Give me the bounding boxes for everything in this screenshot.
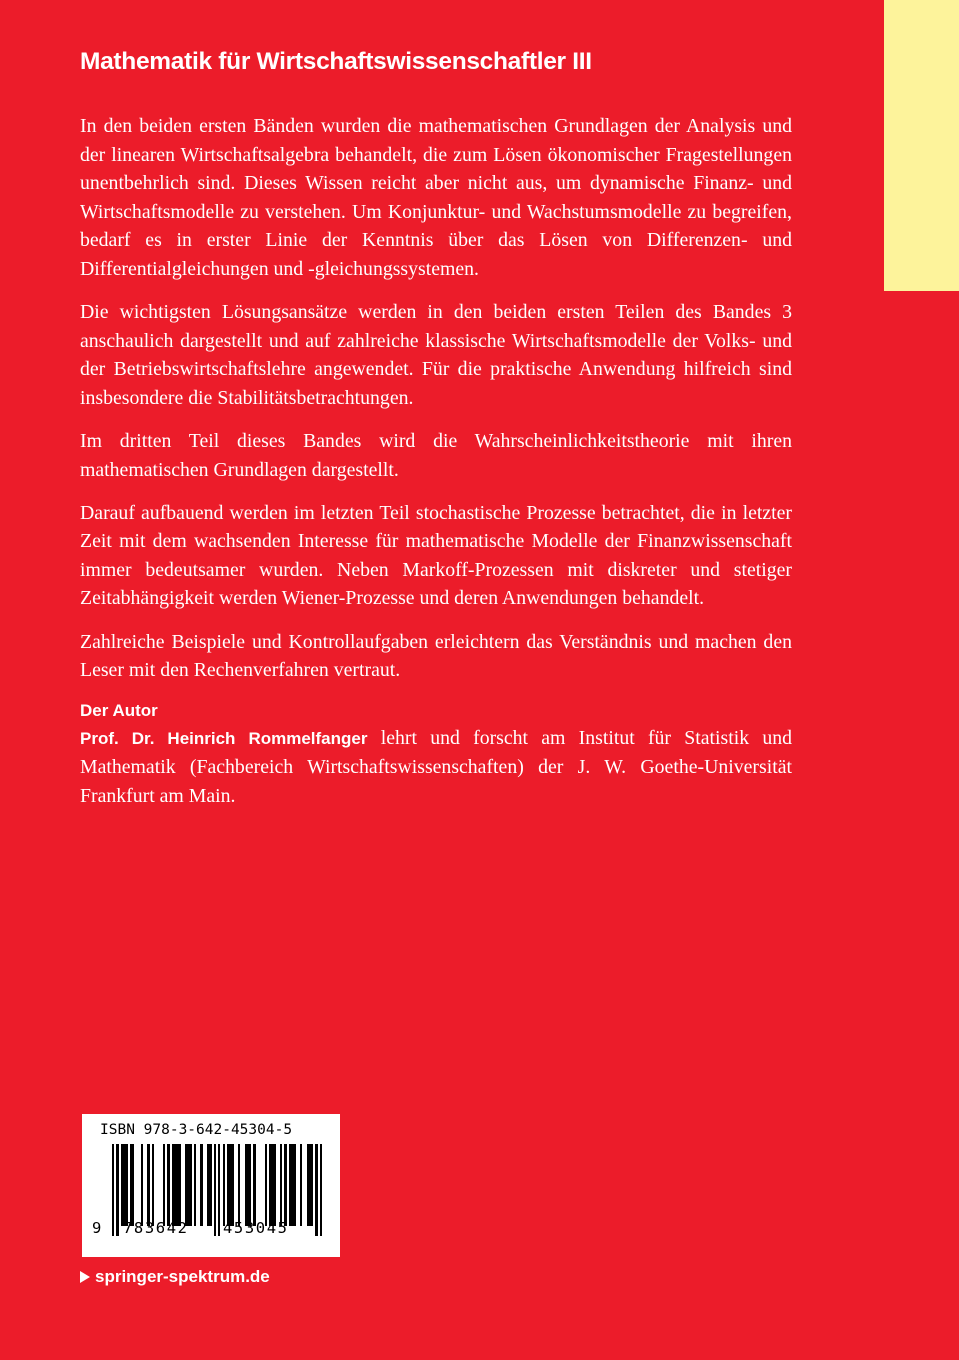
barcode-bar (132, 1144, 134, 1226)
barcode-bar (300, 1144, 302, 1226)
barcode-bar (231, 1144, 233, 1226)
barcode-bar (238, 1144, 240, 1226)
barcode-bar (152, 1144, 154, 1226)
barcode-bar (249, 1144, 251, 1226)
publisher-website[interactable] (80, 1265, 270, 1289)
ean-first-digit: 9 (92, 1219, 102, 1237)
barcode-bar (209, 1144, 211, 1226)
barcode-bar (293, 1144, 295, 1226)
barcode-bar (189, 1144, 191, 1226)
author-name: Prof. Dr. Heinrich Rommelfanger (80, 728, 368, 748)
ean-right-digits: 453045 (223, 1219, 289, 1237)
barcode-bar (253, 1144, 255, 1226)
barcode-bar (273, 1144, 275, 1226)
barcode-bar (141, 1144, 143, 1226)
barcode-bar (200, 1144, 202, 1226)
barcode-bar (265, 1144, 267, 1226)
barcode-bar (112, 1144, 114, 1236)
barcode-bar (284, 1144, 286, 1226)
ean-left-digits: 783642 (123, 1219, 189, 1237)
blurb-paragraph-1: In den beiden ersten Bänden wurden die mathematischen Grundlagen der Analysis und der linearen Wirtschaftsalgebra behandelt, die zum Lösen ökonomischer Fragestellungen unentbehrlich sind. Dieses Wissen reicht aber nicht aus, um dynamische Finanz- und Wirtschaftsmodelle zu verstehen. Um Konjunktur- und Wachstumsmodelle zu begreifen, bedarf es in erster Linie der Kenntnis über das Lösen von Differenzen- und Differentialgleichungen und -gleichungssystemen. (80, 115, 792, 280)
spine-color-tab (884, 0, 959, 291)
barcode-bar (315, 1144, 317, 1236)
barcode-bar (147, 1144, 149, 1226)
blurb-paragraph-2: Die wichtigsten Lösungsansätze werden in den beiden ersten Teilen des Bandes 3 anschaulich dargestellt und auf zahlreiche klassische Wirtschaftsmodelle der Volks- und der Betriebswirtschaftslehre angewendet. Für die praktische Anwendung hilfreich sind insbesondere die Stabilitätsbetrachtungen. (80, 301, 792, 409)
blurb-text (80, 112, 792, 810)
arrow-right-icon (80, 1271, 90, 1283)
barcode-bar (280, 1144, 282, 1226)
author-description: lehrt und forscht am Institut für Statistik und Mathematik (Fachbereich Wirtschaftswissenschaften) der J. W. Goethe-Universität Frankfurt am Main. (80, 726, 792, 807)
barcode-bar (218, 1144, 220, 1236)
barcode-bar (116, 1144, 118, 1236)
barcode-bar (311, 1144, 313, 1226)
blurb-paragraph-3: Im dritten Teil dieses Bandes wird die Wahrscheinlichkeitstheorie mit ihren mathematischen Grundlagen dargestellt. (80, 429, 792, 481)
barcode-bar (178, 1144, 180, 1226)
author-heading: Der Autor (80, 700, 158, 720)
blurb-paragraph-5: Zahlreiche Beispiele und Kontrollaufgaben erleichtern das Verständnis und machen den Leser mit den Rechenverfahren vertraut. (80, 630, 792, 682)
barcode-bar (320, 1144, 322, 1236)
barcode-bar (223, 1144, 225, 1226)
barcode-bar (163, 1144, 165, 1226)
author-bio (80, 724, 792, 811)
barcode-bar (194, 1144, 196, 1226)
barcode-bar (167, 1144, 169, 1226)
barcode-bar (214, 1144, 216, 1236)
barcode-bar (125, 1144, 127, 1226)
isbn-barcode (82, 1114, 340, 1257)
isbn-label: ISBN 978-3-642-45304-5 (100, 1122, 293, 1138)
book-title: Mathematik für Wirtschaftswissenschaftler III (80, 48, 592, 75)
website-url: springer-spektrum.de (95, 1267, 270, 1286)
blurb-paragraph-4: Darauf aufbauend werden im letzten Teil stochastische Prozesse betrachtet, die in letzter Zeit mit dem wachsenden Interesse für mathematische Modelle der Finanzwissenschaft immer bedeutsamer wurden. Neben Markoff-Prozessen mit diskreter und stetiger Zeitabhängigkeit werden Wiener-Prozesse und deren Anwendungen behandelt. (80, 501, 792, 610)
